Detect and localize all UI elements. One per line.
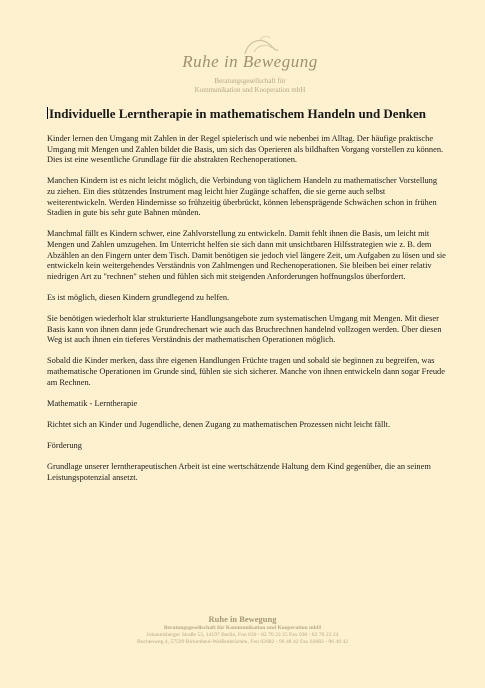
footer-address-birkenbeul: Buchenweg 4, 57599 Birkenbeul-Weißenbrüchen, Fon 02682 - 96 48 42 Fax 02682 - 96 48 42 [137,639,348,645]
document-footer [70,614,415,645]
logo-subtitle-line2: Kommunikation und Kooperation mbH [194,86,306,94]
logo-subtitle-line1: Beratungsgesellschaft für [214,77,286,85]
footer-company-name: Ruhe in Bewegung [208,614,277,624]
paragraph-difficulty: Manchmal fällt es Kindern schwer, eine Zahlvorstellung zu entwickeln. Damit fehlt ihnen die Basis, um leicht mit Mengen und Zahlen umzugehen. Im Unterricht helfen sie sich dann mit unsichtbaren Hilfsstrategien wie z. B. dem Abzählen an den Fingern unter dem Tisch. Damit benötigen sie jedoch viel längere Zeit, um Aufgaben zu lösen und sie entwickeln kein weitergehendes Verständnis von Zahlmengen und Rechenoperationen. Sie bleiben bei einer relativ niedrigen Art zu "rechnen" stehen und fühlen sich mit steigenden Anforderungen hoffnungslos überfordert. [47,229,446,281]
document-title[interactable] [47,106,447,122]
text-cursor [47,107,48,119]
paragraph-foundation: Grundlage unserer lerntherapeutischen Arbeit ist eine wertschätzende Haltung dem Kind gegenüber, die an seinem Leistungspotenzial ansetzt. [47,462,431,482]
footer-address-berlin: Johannisberger Straße 53, 14197 Berlin, Fon 030 - 82 70 23 25 Fax 030 - 82 70 23 24 [146,632,339,638]
footer-subtitle: Beratungsgesellschaft für Kommunikation und Kooperation mbH [163,625,322,631]
paragraph-structure: Sie benötigen wiederholt klar strukturierte Handlungsangebote zum systematischen Umgang mit Mengen. Mit dieser Basis kann von ihnen dann jede Grundrechenart wie auch das Bruchrechnen handelnd vollzogen werden. Über diesen Weg ist auch ihnen ein tieferes Verständnis der mathematischen Operationen möglich. [47,314,442,345]
paragraph-section-label: Mathematik - Lerntherapie [47,398,138,408]
paragraph-intro: Kinder lernen den Umgang mit Zahlen in der Regel spielerisch und wie nebenbei im Alltag. Der häufige praktische Umgang mit Mengen und Zahlen bildet die Basis, um sich das Operieren als bildhaften Vorgang vorstellen zu können. Dies ist eine wesentliche Grundlage für die abstrakten Rechenoperationen. [47,134,444,165]
paragraph-connection: Manchen Kindern ist es nicht leicht möglich, die Verbindung von täglichem Handeln zu mathematischer Vorstellung zu ziehen. Ein dies stützendes Instrument mag leicht hier Zugänge schaffen, die sie gerne auch selbst weiterentwickeln. Werden Hindernisse so frühzeitig überbrückt, können lebensprägende Schwächen schon in frühen Stadien in gute bis sehr gute Bahnen münden. [47,176,438,218]
logo-name: Ruhe in Bewegung [182,52,318,71]
paragraph-success: Sobald die Kinder merken, dass ihre eigenen Handlungen Früchte tragen und sobald sie beginnen zu begreifen, was mathematische Operationen im Grunde sind, fühlen sie sich sicherer. Manche von ihnen entwickeln dann sogar Freude am Rechnen. [47,356,445,387]
company-logo [150,32,350,92]
paragraph-help: Es ist möglich, diesen Kindern grundlegend zu helfen. [47,292,230,302]
paragraph-foerderung-label: Förderung [47,441,82,451]
document-body[interactable] [47,134,447,494]
document-title-text: Individuelle Lerntherapie in mathematischem Handeln und Denken [49,106,427,121]
paragraph-target-group: Richtet sich an Kinder und Jugendliche, denen Zugang zu mathematischen Prozessen nicht leicht fällt. [47,420,391,430]
